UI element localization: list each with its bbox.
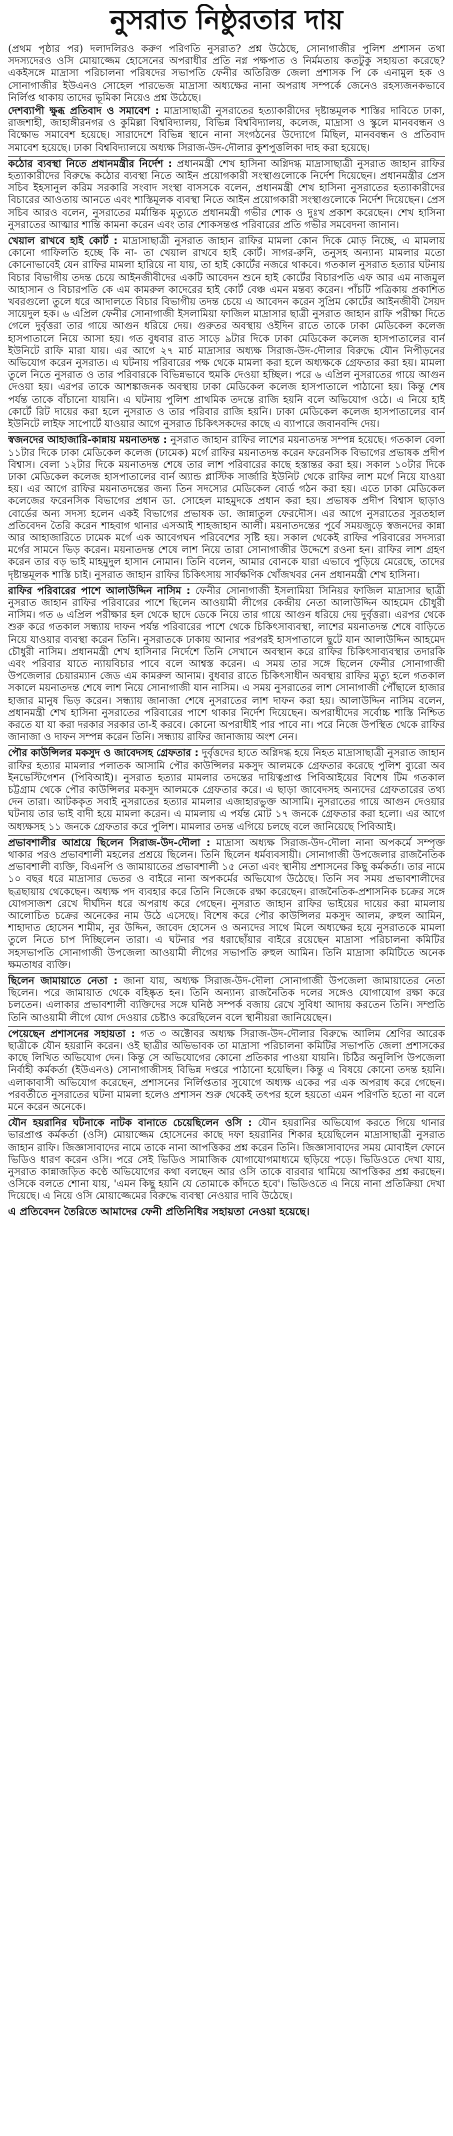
section-protest-heading: দেশব্যাপী ক্ষুব্ধ প্রতিবাদ ও সমাবেশ :: [8, 106, 160, 118]
section-pm-order-text: প্রধানমন্ত্রী শেখ হাসিনা অগ্নিদগ্ধ মাদ্রাসাছাত্রী নুসরাত জাহান রাফির হত্যাকারীদের বিরুদ্ধে কঠোর ব্যবস্থা নিতে আইন প্রয়োগকারী সংস্থাগুলোকে নির্দেশ দিয়েছেন। প্রধানমন্ত্রীর প্রেস সচিব ইহসানুল করিম সরকারি সংবাদ সংস্থা বাসসকে বলেন, প্রধানমন্ত্রী শেখ হাসিনা নুসরাতের হত্যাকারীদের বিচারের আওতায় আনতে এবং শাস্তিমূলক ব্যবস্থা নিতে আইন প্রয়োগকারী সংস্থাগুলোকে নির্দেশ দিয়েছেন। প্রেস সচিব আরও বলেন, নুসরাতের মর্মান্তিক মৃত্যুতে প্রধানমন্ত্রী গভীর শোক ও দুঃখ প্রকাশ করেছেন। শেখ হাসিনা নুসরাতের আত্মার শান্তি কামনা করেন এবং তার শোকসন্তপ্ত পরিবারের প্রতি গভীর সমবেদনা জানান।: [8, 158, 445, 231]
section-divider: [8, 1115, 445, 1116]
section-oc-drama-heading: যৌন হয়রানির ঘটনাকে নাটক বানাতে চেয়েছিলেন ওসি :: [8, 1118, 252, 1130]
section-arrests-text: দুর্বৃত্তদের হাতে অগ্নিদগ্ধ হয়ে নিহত মাদ্রাসাছাত্রী নুসরাত জাহান রাফির হত্যার মামলার পলাতক আসামি পৌর কাউন্সিলর মকসুদ আলমকে গ্রেফতার করেছে পুলিশ ব্যুরো অব ইনভেস্টিগেশন (পিবিআই)। নুসরাত হত্যার মামলার তদন্তের দায়িত্বপ্রাপ্ত পিবিআইয়ের বিশেষ টিম গতকাল চট্টগ্রাম থেকে পৌর কাউন্সিলর মকসুদ আলমকে গ্রেফতার করে। এ ছাড়া জাবেদসহ অন্যদের গ্রেফতারের তথ্য দেন তারা। আটককৃত সবাই নুসরাতের হত্যার মামলার এজাহারভুক্ত আসামি। নুসরাতের গায়ে আগুন দেওয়ার ঘটনায় তার ভাই বাদী হয়ে মামলা করেন। এ মামলায় এ পর্যন্ত মোট ১৭ জনকে গ্রেফতার করা হলো। এর আগে অধ্যক্ষসহ ১১ জনকে গ্রেফতার করে পুলিশ। মামলার তদন্ত এগিয়ে চলছে বলে জানিয়েছে পিবিআই।: [8, 748, 445, 833]
section-divider: [8, 233, 445, 234]
section-jamaat: [8, 976, 445, 1025]
section-autopsy-heading: স্বজনদের আহাজারি-কান্নায় ময়নাতদন্ত :: [8, 435, 168, 447]
section-divider: [8, 156, 445, 157]
section-divider: [8, 583, 445, 584]
article-footnote: এ প্রতিবেদন তৈরিতে আমাদের ফেনী প্রতিনিধির সহায়তা নেওয়া হয়েছে।: [8, 1205, 310, 1218]
section-admin-help: [8, 1029, 445, 1114]
section-high-court-heading: খেয়াল রাখবে হাই কোর্ট :: [8, 236, 118, 248]
section-pm-order-heading: কঠোর ব্যবস্থা নিতে প্রধানমন্ত্রীর নির্দেশ :: [8, 158, 173, 170]
section-patronage: [8, 838, 445, 972]
section-arrests: [8, 748, 445, 833]
section-autopsy: [8, 435, 445, 581]
section-arrests-heading: পৌর কাউন্সিলর মকসুদ ও জাবেদসহ গ্রেফতার :: [8, 748, 199, 760]
section-autopsy-text: নুসরাত জাহান রাফির লাশের ময়নাতদন্ত সম্পন্ন হয়েছে। গতকাল বেলা ১১টার দিকে ঢাকা মেডিকেল কলেজ (ঢামেক) মর্গে রাফির ময়নাতদন্ত করেন ফরেনসিক বিভাগের প্রভাষক প্রদীপ বিশ্বাস। বেলা ১২টার দিকে ময়নাতদন্ত শেষে তার লাশ পরিবারের কাছে হস্তান্তর করা হয়। সকাল ১০টার দিকে ঢাকা মেডিকেল কলেজ হাসপাতালের বার্ন অ্যান্ড প্লাস্টিক সার্জারি ইউনিট থেকে রাফির লাশ মর্গে নিয়ে যাওয়া হয়। এর আগে রাফির ময়নাতদন্তের জন্য তিন সদস্যের মেডিকেল বোর্ড গঠন করা হয়। এতে ঢাকা মেডিকেল কলেজের ফরেনসিক বিভাগের প্রধান ডা. সোহেল মাহমুদকে প্রধান করা হয়। প্রভাষক প্রদীপ বিশ্বাস ছাড়াও বোর্ডের অন্য সদস্য হলেন একই বিভাগের প্রভাষক ডা. জান্নাতুল ফেরদৌস। এর আগে নুসরাতের সুরতহাল প্রতিবেদন তৈরি করেন শাহবাগ থানার এসআই শাহজাহান আলী। ময়নাতদন্তের পূর্বে সময়জুড়ে স্বজনদের কান্না আর আহাজারিতে ঢামেক মর্গে এক আবেগঘন পরিবেশের সৃষ্টি হয়। সকাল থেকেই রাফির পরিবারের সদস্যরা মর্গের সামনে ভিড় করেন। ময়নাতদন্ত শেষে লাশ নিয়ে তারা সোনাগাজীর উদ্দেশে রওনা হন। রাফির লাশ গ্রহণ করেন তার বড় ভাই মাহমুদুল হাসান নোমান। তিনি বলেন, আমার বোনকে যারা এভাবে পুড়িয়ে মেরেছে, তাদের দৃষ্টান্তমূলক শাস্তি চাই। নুসরাত জাহান রাফির চিকিৎসায় সার্বক্ষণিক খোঁজখবর নেন প্রধানমন্ত্রী শেখ হাসিনা।: [8, 435, 445, 581]
section-protest: [8, 106, 445, 155]
section-high-court-text: মাদ্রাসাছাত্রী নুসরাত জাহান রাফির মামলা কোন দিকে মোড় নিচ্ছে, এ মামলায় কোনো গাফিলতি হচ্ছে কি না- তা খেয়াল রাখবে হাই কোর্ট। সাগর-রুনি, তনুসহ অন্যান্য মামলার মতো কোনোভাবেই যেন রাফির মামলা হারিয়ে না যায়, তা হাই কোর্টের নজরে থাকবে। গতকাল নুসরাত হত্যার ঘটনায় বিচার বিভাগীয় তদন্ত চেয়ে আইনজীবীদের একটি আবেদন শুনে হাই কোর্টের বিচারপতি এফ আর এম নাজমুল আহাসান ও বিচারপতি কে এম কামরুল কাদেরের হাই কোর্ট বেঞ্চ এমন মন্তব্য করেন। পাঁচটি পত্রিকায় প্রকাশিত খবরগুলো তুলে ধরে আদালতে বিচার বিভাগীয় তদন্ত চেয়ে এ আবেদন করেন সুপ্রিম কোর্টের আইনজীবী সৈয়দ সায়েদুল হক। ৬ এপ্রিল ফেনীর সোনাগাজী ইসলামিয়া ফাজিল মাদ্রাসার ছাত্রী নুসরাত জাহান রাফি পরীক্ষা দিতে গেলে দুর্বৃত্তরা তার গায়ে আগুন ধরিয়ে দেয়। গুরুতর অবস্থায় ওইদিন রাতে তাকে ঢাকা মেডিকেল কলেজ হাসপাতালে নিয়ে আসা হয়। গত বুধবার রাত সাড়ে ৯টার দিকে ঢাকা মেডিকেল কলেজ হাসপাতালের বার্ন ইউনিটে রাফি মারা যায়। এর আগে ২৭ মার্চ মাদ্রাসার অধ্যক্ষ সিরাজ-উদ-দৌলার বিরুদ্ধে যৌন নিপীড়নের অভিযোগ করেন নুসরাত। এ ঘটনায় পরিবারের পক্ষ থেকে মামলা করা হলে অধ্যক্ষকে গ্রেফতার করা হয়। মামলা তুলে নিতে নুসরাত ও তার পরিবারকে বিভিন্নভাবে হুমকি দেওয়া হচ্ছিল। পরে ৬ এপ্রিল নুসরাতের গায়ে আগুন দেওয়া হয়। এরপর তাকে আশঙ্কাজনক অবস্থায় ঢাকা মেডিকেল কলেজ হাসপাতালে পাঠানো হয়। কিন্তু শেষ পর্যন্ত তাকে বাঁচানো যায়নি। এ ঘটনায় পুলিশ প্রাথমিক তদন্তে রাজি হয়নি বলে অভিযোগ ওঠে। এ নিয়ে হাই কোর্টে রিট দায়ের করা হলে নুসরাত ও তার পরিবার রাজি হয়নি। ঢাকা মেডিকেল কলেজ হাসপাতালের বার্ন ইউনিটে লাইফ সাপোর্টে যাওয়ার আগে নুসরাত চিকিৎসকদের কাছে এ ব্যাপারে জবানবন্দি দেয়।: [8, 236, 445, 431]
section-nasim-text: ফেনীর সোনাগাজী ইসলামিয়া সিনিয়র ফাজিল মাদ্রাসার ছাত্রী নুসরাত জাহান রাফির পরিবারের পাশে ছিলেন আওয়ামী লীগের কেন্দ্রীয় নেতা আলাউদ্দিন আহমেদ চৌধুরী নাসিম। গত ৬ এপ্রিল পরীক্ষার হল থেকে ছাদে ডেকে নিয়ে তার গায়ে আগুন ধরিয়ে দেয় দুর্বৃত্তরা। এরপর থেকে শুরু করে গতকাল সন্ধ্যায় দাফন পর্যন্ত পরিবারের পাশে থেকে চিকিৎসাব্যবস্থা, লাশের ময়নাতদন্ত শেষে বাড়িতে নিয়ে যাওয়ার ব্যবস্থা করেন তিনি। নুসরাতকে ঢাকায় আনার পরপরই হাসপাতালে ছুটে যান আলাউদ্দিন আহমেদ চৌধুরী নাসিম। প্রধানমন্ত্রী শেখ হাসিনার নির্দেশে তিনি সেখানে অবস্থান করে রাফির চিকিৎসাব্যবস্থার তদারকি এবং পরিবার যাতে ন্যায়বিচার পাবে বলে আশ্বস্ত করেন। এ সময় তার সঙ্গে ছিলেন ফেনীর সোনাগাজী উপজেলার চেয়ারম্যান জেড এম কামরুল আনাম। বুধবার রাতে চিকিৎসাধীন অবস্থায় রাফির মৃত্যু হলে গতকাল সকালে ময়নাতদন্ত শেষে লাশ নিয়ে সোনাগাজী যান নাসিম। এ সময় নুসরাতের লাশ সোনাগাজী পৌঁছালে হাজার হাজার মানুষ ভিড় করেন। সন্ধ্যায় জানাজা শেষে নুসরাতের লাশ দাফন করা হয়। আলাউদ্দিন নাসিম বলেন, প্রধানমন্ত্রী শেখ হাসিনা নুসরাতের পরিবারের পাশে থাকার নির্দেশ দিয়েছেন। অপরাধীদের সর্বোচ্চ শাস্তি নিশ্চিত করতে যা যা করা দরকার সরকার তা-ই করবে। কোনো অপরাধীই পার পাবে না। পরে নিজে উপস্থিত থেকে রাফির জানাজা ও দাফন সম্পন্ন করেন তিনি। সন্ধ্যায় রাফির জানাজায় অংশ নেন।: [8, 585, 445, 744]
newspaper-article: [8, 4, 445, 2132]
section-nasim: [8, 586, 445, 745]
section-divider: [8, 835, 445, 836]
section-patronage-heading: প্রভাবশালীর আশ্রয়ে ছিলেন সিরাজ-উদ-দৌলা :: [8, 837, 211, 849]
section-protest-text: মাদ্রাসাছাত্রী নুসরাতের হত্যাকারীদের দৃষ্টান্তমূলক শাস্তির দাবিতে ঢাকা, রাজশাহী, জাহাঙ্গীরনগর ও কুমিল্লা বিশ্ববিদ্যালয়, বিভিন্ন বিশ্ববিদ্যালয়, কলেজ, মাদ্রাসা ও স্কুলে মানববন্ধন ও বিক্ষোভ সমাবেশ হয়েছে। সারাদেশে বিভিন্ন স্থানে নানা সংগঠনের উদ্যোগে মিছিল, মানববন্ধন ও প্রতিবাদ সমাবেশ হয়েছে। ঢাকা বিশ্ববিদ্যালয়ে অধ্যক্ষ সিরাজ-উদ-দৌলার কুশপুত্তলিকা দাহ করা হয়েছে।: [8, 106, 445, 154]
article-body: [8, 44, 445, 1219]
section-jamaat-heading: ছিলেন জামায়াতে নেতা :: [8, 976, 118, 988]
section-divider: [8, 432, 445, 433]
section-divider: [8, 745, 445, 746]
article-headline: নুসরাত নিষ্ঠুরতার দায়: [110, 5, 343, 36]
section-jamaat-text: জানা যায়, অধ্যক্ষ সিরাজ-উদ-দৌলা সোনাগাজী উপজেলা জামায়াতের নেতা ছিলেন। পরে জামায়াত থেকে বহিষ্কৃত হন। তিনি অন্যান্য রাজনৈতিক দলের সঙ্গেও যোগাযোগ রক্ষা করে চলতেন। এলাকার প্রভাবশালী ব্যক্তিদের সঙ্গে ঘনিষ্ঠ সম্পর্ক বজায় রেখে সুবিধা আদায় করতেন তিনি। সম্প্রতি তিনি আওয়ামী লীগে যোগ দেওয়ার চেষ্টাও করেছিলেন বলে স্থানীয়রা জানিয়েছেন।: [8, 976, 445, 1024]
section-nasim-heading: রাফির পরিবারের পাশে আলাউদ্দিন নাসিম :: [8, 585, 191, 597]
section-pm-order: [8, 159, 445, 232]
section-admin-help-text: গত ৩ অক্টোবর অধ্যক্ষ সিরাজ-উদ-দৌলার বিরুদ্ধে আলিম শ্রেণির আরেক ছাত্রীকে যৌন হয়রানি করেন। ওই ছাত্রীর অভিভাবক তা মাদ্রাসা পরিচালনা কমিটির সভাপতি জেলা প্রশাসকের কাছে লিখিত অভিযোগ দেন। কিন্তু সে অভিযোগের কোনো প্রতিকার পাওয়া যায়নি। চিঠির অনুলিপি উপজেলা নির্বাহী কর্মকর্তা (ইউএনও) সোনাগাজীসহ বিভিন্ন দপ্তরে পাঠানো হয়েছিল। কিন্তু এ বিষয়ে কোনো তদন্ত হয়নি। এলাকাবাসী অভিযোগ করেছেন, প্রশাসনের নির্লিপ্ততার সুযোগে অধ্যক্ষ একের পর এক অপরাধ করে গেছেন। পরবর্তীতে নুসরাতের ঘটনা মামলা হলেও প্রশাসন শুরু থেকেই তৎপর হলে হয়তো এমন পরিণতি হতো না বলে মনে করেন অনেকে।: [8, 1028, 445, 1114]
section-oc-drama: [8, 1118, 445, 1203]
section-divider: [8, 973, 445, 974]
section-high-court: [8, 236, 445, 431]
section-admin-help-heading: পেয়েছেন প্রশাসনের সহায়তা :: [8, 1028, 136, 1040]
section-oc-drama-text: যৌন হয়রানির অভিযোগ করতে গিয়ে থানার ভারপ্রাপ্ত কর্মকর্তা (ওসি) মোয়াজ্জেম হোসেনের কাছে দফা হয়রানির শিকার হয়েছিলেন মাদ্রাসাছাত্রী নুসরাত জাহান রাফি। জিজ্ঞাসাবাদের নামে তাকে নানা আপত্তিকর প্রশ্ন করেন তিনি। জিজ্ঞাসাবাদের সময় মোবাইল ফোনে ভিডিও ধারণ করেন ওসি। পরে সেই ভিডিও সামাজিক যোগাযোগমাধ্যমে ছড়িয়ে পড়ে। ভিডিওতে দেখা যায়, নুসরাত কান্নাজড়িত কণ্ঠে অভিযোগের কথা বলছেন আর ওসি তাকে বারবার থামিয়ে আপত্তিকর প্রশ্ন করছেন। ওসিকে বলতে শোনা যায়, 'এমন কিছু হয়নি যে তোমাকে কাঁদতে হবে'। ভিডিওতে এ নিয়ে নানা প্রতিক্রিয়া দেখা দিয়েছে। এ নিয়ে ওসি মোয়াজ্জেমের বিরুদ্ধে ব্যবস্থা নেওয়ার দাবি উঠেছে।: [8, 1118, 445, 1203]
section-patronage-text: মাদ্রাসা অধ্যক্ষ সিরাজ-উদ-দৌলা নানা অপকর্মে সম্পৃক্ত থাকার পরও প্রভাবশালী মহলের প্রশ্রয়ে ছিলেন। তিনি ছিলেন ধর্মব্যবসায়ী। সোনাগাজী উপজেলার রাজনৈতিক প্রভাবশালী ব্যক্তি, বিএনপি ও জামায়াতের প্রভাবশালী ১৫ নেতা এবং স্থানীয় প্রশাসনের কিছু কর্মকর্তা। তার নামে ১০ বছর ধরে মাদ্রাসার ভেতর ও বাইরে নানা অপকর্মের অভিযোগ উঠেছে। তিনি সব সময় প্রভাবশালীদের ছত্রছায়ায় থেকেছেন। অধ্যক্ষ পদ ব্যবহার করে তিনি নিজেকে রক্ষা করেছেন। রাজনৈতিক-প্রশাসনিক চক্রের সঙ্গে যোগসাজশ রেখে দীর্ঘদিন ধরে অপরাধ করে গেছেন। নুসরাত জাহান রাফির ভাইয়ের দায়ের করা মামলায় আলোচিত চক্রের অনেকের নাম উঠে এসেছে। বিশেষ করে পৌর কাউন্সিলর মকসুদ আলম, রুহুল আমিন, শাহাদাত হোসেন শামীম, নুর উদ্দিন, জাবেদ হোসেন ও অন্যদের সাথে মিলে অধ্যক্ষের হয়ে নুসরাতকে মামলা তুলে নিতে চাপ দিচ্ছিলেন তারা। এ ঘটনার পর ধরাছোঁয়ার বাইরে রয়েছেন মাদ্রাসা পরিচালনা কমিটির সহসভাপতি সোনাগাজী উপজেলা আওয়ামী লীগের সভাপতি রুহুল আমিন। তিনি মাদ্রাসা কমিটিতে অনেক ক্ষমতাধর ব্যক্তি।: [8, 837, 445, 971]
section-divider: [8, 1026, 445, 1027]
article-intro: (প্রথম পৃষ্ঠার পর) দলাদলিরও করুণ পরিণতি নুসরাত? প্রশ্ন উঠেছে, সোনাগাজীর পুলিশ প্রশাসন তথা সদস্যদেরও ওসি মোয়াজ্জেম হোসেনের অপরাধীর প্রতি নগ্ন পক্ষপাত ও নির্মমতায় কতটুকু সহায়তা করেছে? একইসঙ্গে মাদ্রাসা পরিচালনা পরিষদের সভাপতি ফেনীর অতিরিক্ত জেলা প্রশাসক পি কে এনামুল হক ও সোনাগাজীর ইউএনও সোহেল পারভেজ মাদ্রাসা অধ্যক্ষের নানা অপরাধ সম্পর্কে জেনেও রহস্যজনকভাবে নির্লিপ্ত থাকায় তাদের ভূমিকা নিয়েও প্রশ্ন উঠেছে।: [8, 44, 445, 104]
